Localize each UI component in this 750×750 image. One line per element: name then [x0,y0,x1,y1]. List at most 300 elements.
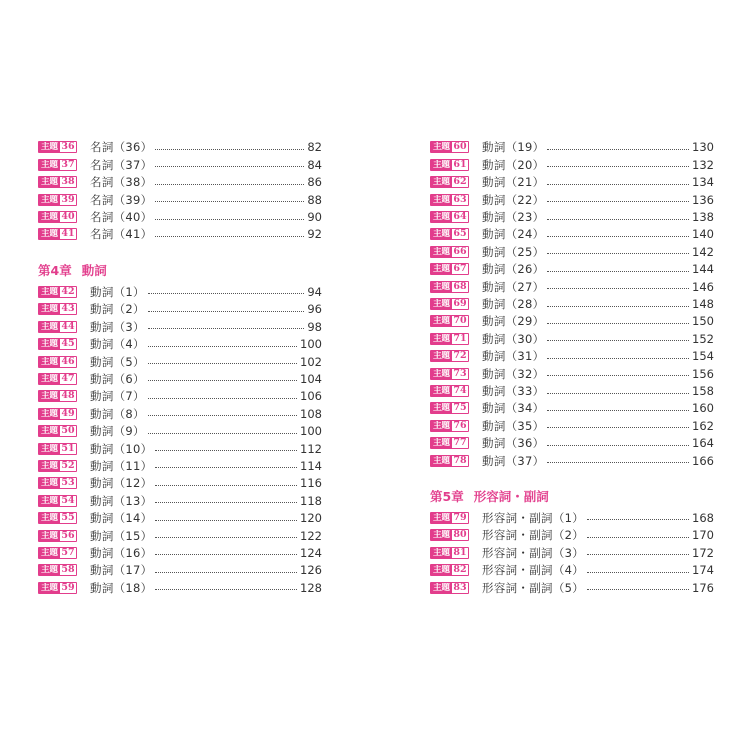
entry-title: 動詞（37） [482,453,545,468]
toc-entry [430,509,714,526]
entry-title: 動詞（18） [90,580,153,595]
topic-badge [38,373,77,385]
topic-badge [430,141,469,153]
page-number: 84 [307,157,322,172]
topic-number: 38 [61,176,75,188]
toc-entry [430,579,714,596]
entry-title: 動詞（14） [90,511,153,526]
topic-badge-label: 主題 [41,495,59,506]
topic-badge-label: 主題 [41,547,59,558]
entry-title: 動詞（20） [482,157,545,172]
entry-title: 動詞（22） [482,192,545,207]
entry-title: 動詞（6） [90,371,145,386]
page-number: 88 [307,192,322,207]
topic-badge-label: 主題 [433,229,451,240]
topic-number: 70 [453,315,467,327]
dotted-leader [547,149,689,150]
page-number: 158 [692,384,714,399]
topic-badge [430,529,469,541]
page-number: 168 [692,510,714,525]
entry-title: 動詞（9） [90,424,145,439]
dotted-leader [155,554,297,555]
topic-badge-label: 主題 [41,565,59,576]
page-number: 116 [300,476,322,491]
toc-entry [430,330,714,347]
entry-title: 動詞（13） [90,493,153,508]
toc-entry [38,475,322,492]
topic-number: 65 [453,228,467,240]
topic-badge-label: 主題 [433,455,451,466]
toc-entry [38,208,322,225]
topic-badge-label: 主題 [433,281,451,292]
chapter-number: 第4章 [38,262,72,278]
topic-badge-label: 主題 [41,339,59,350]
toc-entry [430,208,714,225]
topic-number: 63 [453,193,467,205]
page-number: 126 [300,563,322,578]
dotted-leader [547,219,689,220]
dotted-leader [155,166,304,167]
toc-entry [430,313,714,330]
entry-title: 動詞（36） [482,436,545,451]
page-number: 164 [692,436,714,451]
topic-number: 58 [61,564,75,576]
dotted-leader [547,462,689,463]
entry-title: 動詞（24） [482,227,545,242]
topic-number: 73 [453,367,467,379]
topic-badge [38,286,77,298]
dotted-leader [587,519,689,520]
page-number: 106 [300,389,322,404]
page-number: 122 [300,528,322,543]
topic-badge-label: 主題 [41,321,59,332]
topic-badge-label: 主題 [41,513,59,524]
entry-title: 動詞（8） [90,406,145,421]
topic-badge-label: 主題 [433,368,451,379]
topic-badge [38,443,77,455]
dotted-leader [155,450,297,451]
topic-number: 39 [61,193,75,205]
dotted-leader [148,433,297,434]
page-number: 90 [307,210,322,225]
toc-entry [38,174,322,191]
topic-number: 56 [61,529,75,541]
topic-number: 64 [453,211,467,223]
topic-badge [430,420,469,432]
topic-badge [430,263,469,275]
entry-title: 動詞（2） [90,302,145,317]
page-number: 92 [307,227,322,242]
page-number: 150 [692,314,714,329]
dotted-leader [587,589,689,590]
topic-badge [38,390,77,402]
entry-title: 動詞（26） [482,262,545,277]
topic-badge [430,228,469,240]
entry-title: 動詞（16） [90,545,153,560]
topic-badge [38,194,77,206]
topic-badge [38,495,77,507]
chapter-title: 形容詞・副詞 [473,489,549,504]
dotted-leader [155,201,304,202]
topic-badge-label: 主題 [41,478,59,489]
toc-entry [430,278,714,295]
entry-title: 名詞（40） [90,210,153,225]
page-number: 118 [300,493,322,508]
page-number: 134 [692,175,714,190]
page-number: 102 [300,354,322,369]
toc-entry [430,295,714,312]
topic-badge [430,547,469,559]
dotted-leader [547,323,689,324]
topic-badge-label: 主題 [41,391,59,402]
toc-entry [38,156,322,173]
entry-title: 形容詞・副詞（3） [482,545,585,560]
dotted-leader [547,166,689,167]
dotted-leader [587,554,689,555]
dotted-leader [547,306,689,307]
topic-badge-label: 主題 [41,426,59,437]
dotted-leader [547,393,689,394]
dotted-leader [547,445,689,446]
page-number: 174 [692,563,714,578]
page-number: 148 [692,297,714,312]
toc-entry [430,156,714,173]
topic-number: 36 [61,141,75,153]
entry-title: 動詞（12） [90,476,153,491]
page-number: 128 [300,580,322,595]
topic-badge [38,211,77,223]
page-number: 166 [692,453,714,468]
toc-entry [38,353,322,370]
entry-title: 動詞（21） [482,175,545,190]
topic-badge [430,350,469,362]
topic-badge [38,547,77,559]
topic-badge-label: 主題 [433,316,451,327]
dotted-leader [587,537,689,538]
topic-badge-label: 主題 [41,286,59,297]
entry-title: 動詞（4） [90,337,145,352]
toc-entry [38,139,322,156]
entry-title: 形容詞・副詞（4） [482,563,585,578]
toc-entry [38,579,322,596]
toc-entry [38,370,322,387]
dotted-leader [148,363,297,364]
dotted-leader [155,149,304,150]
topic-badge [38,460,77,472]
topic-number: 48 [61,390,75,402]
toc-entry [38,510,322,527]
toc-entry [430,435,714,452]
topic-badge [430,315,469,327]
topic-number: 45 [61,338,75,350]
dotted-leader [148,415,297,416]
dotted-leader [155,467,297,468]
toc-entry [430,226,714,243]
page-number: 114 [300,458,322,473]
topic-badge-label: 主題 [433,547,451,558]
dotted-leader [148,293,305,294]
entry-title: 動詞（32） [482,366,545,381]
entry-title: 動詞（33） [482,384,545,399]
page-number: 86 [307,175,322,190]
topic-number: 78 [453,454,467,466]
toc-entry [38,440,322,457]
entry-title: 動詞（3） [90,319,145,334]
entry-title: 動詞（35） [482,418,545,433]
page-number: 172 [692,545,714,560]
topic-badge [430,455,469,467]
topic-badge-label: 主題 [41,408,59,419]
topic-number: 59 [61,581,75,593]
page-number: 138 [692,210,714,225]
topic-badge-label: 主題 [433,351,451,362]
toc-entry [430,243,714,260]
topic-number: 40 [61,211,75,223]
topic-badge [430,564,469,576]
topic-number: 37 [61,158,75,170]
topic-number: 55 [61,512,75,524]
dotted-leader [148,346,297,347]
topic-badge-label: 主題 [433,565,451,576]
dotted-leader [547,253,689,254]
dotted-leader [547,427,689,428]
toc-entry [38,544,322,561]
toc-entry [38,191,322,208]
entry-title: 動詞（23） [482,210,545,225]
topic-number: 77 [453,437,467,449]
toc-entry [430,527,714,544]
topic-number: 79 [453,511,467,523]
topic-number: 80 [453,529,467,541]
chapter-number: 第5章 [430,489,464,504]
topic-number: 50 [61,425,75,437]
page-number: 100 [300,424,322,439]
topic-number: 51 [61,442,75,454]
topic-badge-label: 主題 [41,212,59,223]
chapter-heading [430,487,714,505]
page-number: 140 [692,227,714,242]
topic-badge-label: 主題 [433,403,451,414]
topic-badge [430,368,469,380]
topic-badge-label: 主題 [433,159,451,170]
topic-number: 81 [453,546,467,558]
toc-entry [38,405,322,422]
entry-title: 動詞（19） [482,140,545,155]
toc-entry [38,562,322,579]
toc-entry [430,365,714,382]
topic-badge [38,321,77,333]
dotted-leader [148,398,297,399]
page-number: 108 [300,406,322,421]
dotted-leader [547,271,689,272]
entry-title: 動詞（5） [90,354,145,369]
toc-entry [430,452,714,469]
topic-number: 54 [61,494,75,506]
topic-badge [38,338,77,350]
page-number: 152 [692,331,714,346]
page-number: 160 [692,401,714,416]
topic-badge-label: 主題 [41,229,59,240]
toc-entry [38,492,322,509]
topic-badge-label: 主題 [433,530,451,541]
page-number: 176 [692,580,714,595]
entry-title: 名詞（38） [90,175,153,190]
toc-entry [38,318,322,335]
topic-badge-label: 主題 [41,159,59,170]
page-number: 170 [692,528,714,543]
page-number: 112 [300,441,322,456]
topic-number: 60 [453,141,467,153]
dotted-leader [155,219,304,220]
topic-number: 72 [453,350,467,362]
topic-badge [38,512,77,524]
entry-title: 動詞（30） [482,331,545,346]
topic-badge-label: 主題 [433,333,451,344]
topic-badge [430,512,469,524]
topic-badge [38,141,77,153]
dotted-leader [148,328,305,329]
dotted-leader [547,236,689,237]
page-number: 136 [692,192,714,207]
chapter-heading [38,261,322,279]
topic-number: 53 [61,477,75,489]
topic-badge-label: 主題 [41,142,59,153]
topic-badge-label: 主題 [41,194,59,205]
topic-number: 61 [453,158,467,170]
topic-badge [430,437,469,449]
dotted-leader [547,410,689,411]
dotted-leader [155,236,304,237]
toc-entry [430,261,714,278]
dotted-leader [547,340,689,341]
dotted-leader [148,380,297,381]
page-number: 82 [307,140,322,155]
topic-badge [430,211,469,223]
entry-title: 名詞（37） [90,157,153,172]
page-number: 100 [300,337,322,352]
topic-badge-label: 主題 [433,212,451,223]
topic-badge [430,246,469,258]
topic-badge-label: 主題 [433,299,451,310]
dotted-leader [547,184,689,185]
dotted-leader [155,502,297,503]
topic-number: 83 [453,581,467,593]
topic-badge-label: 主題 [433,420,451,431]
topic-badge-label: 主題 [433,386,451,397]
toc-entry [430,417,714,434]
topic-badge-label: 主題 [41,460,59,471]
dotted-leader [547,375,689,376]
topic-number: 42 [61,285,75,297]
page-number: 156 [692,366,714,381]
entry-title: 動詞（15） [90,528,153,543]
dotted-leader [547,201,689,202]
dotted-leader [155,537,297,538]
page-number: 96 [307,302,322,317]
entry-title: 名詞（36） [90,140,153,155]
page-number: 94 [307,284,322,299]
topic-number: 46 [61,355,75,367]
topic-number: 62 [453,176,467,188]
topic-number: 47 [61,372,75,384]
toc-entry [38,301,322,318]
dotted-leader [547,358,689,359]
topic-badge [38,228,77,240]
topic-badge-label: 主題 [41,582,59,593]
dotted-leader [155,589,297,590]
dotted-leader [547,288,689,289]
toc-entry [430,174,714,191]
page-number: 144 [692,262,714,277]
topic-number: 68 [453,280,467,292]
topic-number: 76 [453,419,467,431]
topic-badge-label: 主題 [41,443,59,454]
dotted-leader [148,311,305,312]
topic-number: 74 [453,385,467,397]
topic-badge [38,582,77,594]
topic-number: 67 [453,263,467,275]
toc-entry [430,562,714,579]
topic-number: 44 [61,320,75,332]
entry-title: 動詞（25） [482,244,545,259]
topic-badge [38,425,77,437]
page-number: 162 [692,418,714,433]
dotted-leader [155,520,297,521]
page-number: 120 [300,511,322,526]
topic-badge-label: 主題 [433,194,451,205]
toc-entry [38,283,322,300]
page-number: 98 [307,319,322,334]
toc-entry [38,423,322,440]
topic-number: 82 [453,564,467,576]
entry-title: 動詞（29） [482,314,545,329]
chapter-title: 動詞 [81,262,107,278]
topic-badge [38,477,77,489]
topic-badge [38,159,77,171]
toc-entry [38,527,322,544]
toc-entry [430,400,714,417]
topic-badge [38,564,77,576]
entry-title: 名詞（39） [90,192,153,207]
topic-badge [430,582,469,594]
topic-badge-label: 主題 [433,264,451,275]
entry-title: 動詞（1） [90,284,145,299]
entry-title: 動詞（17） [90,563,153,578]
toc-entry [38,457,322,474]
dotted-leader [155,572,297,573]
topic-badge-label: 主題 [41,304,59,315]
dotted-leader [155,184,304,185]
topic-badge [430,298,469,310]
toc-entry [430,191,714,208]
entry-title: 動詞（10） [90,441,153,456]
topic-badge [38,356,77,368]
topic-badge-label: 主題 [433,512,451,523]
entry-title: 動詞（7） [90,389,145,404]
topic-number: 52 [61,459,75,471]
entry-title: 動詞（31） [482,349,545,364]
topic-badge-label: 主題 [41,177,59,188]
entry-title: 動詞（27） [482,279,545,294]
entry-title: 名詞（41） [90,227,153,242]
entry-title: 形容詞・副詞（1） [482,510,585,525]
topic-number: 71 [453,332,467,344]
page-number: 142 [692,244,714,259]
topic-badge [430,385,469,397]
topic-badge-label: 主題 [433,438,451,449]
dotted-leader [587,572,689,573]
topic-badge [38,530,77,542]
